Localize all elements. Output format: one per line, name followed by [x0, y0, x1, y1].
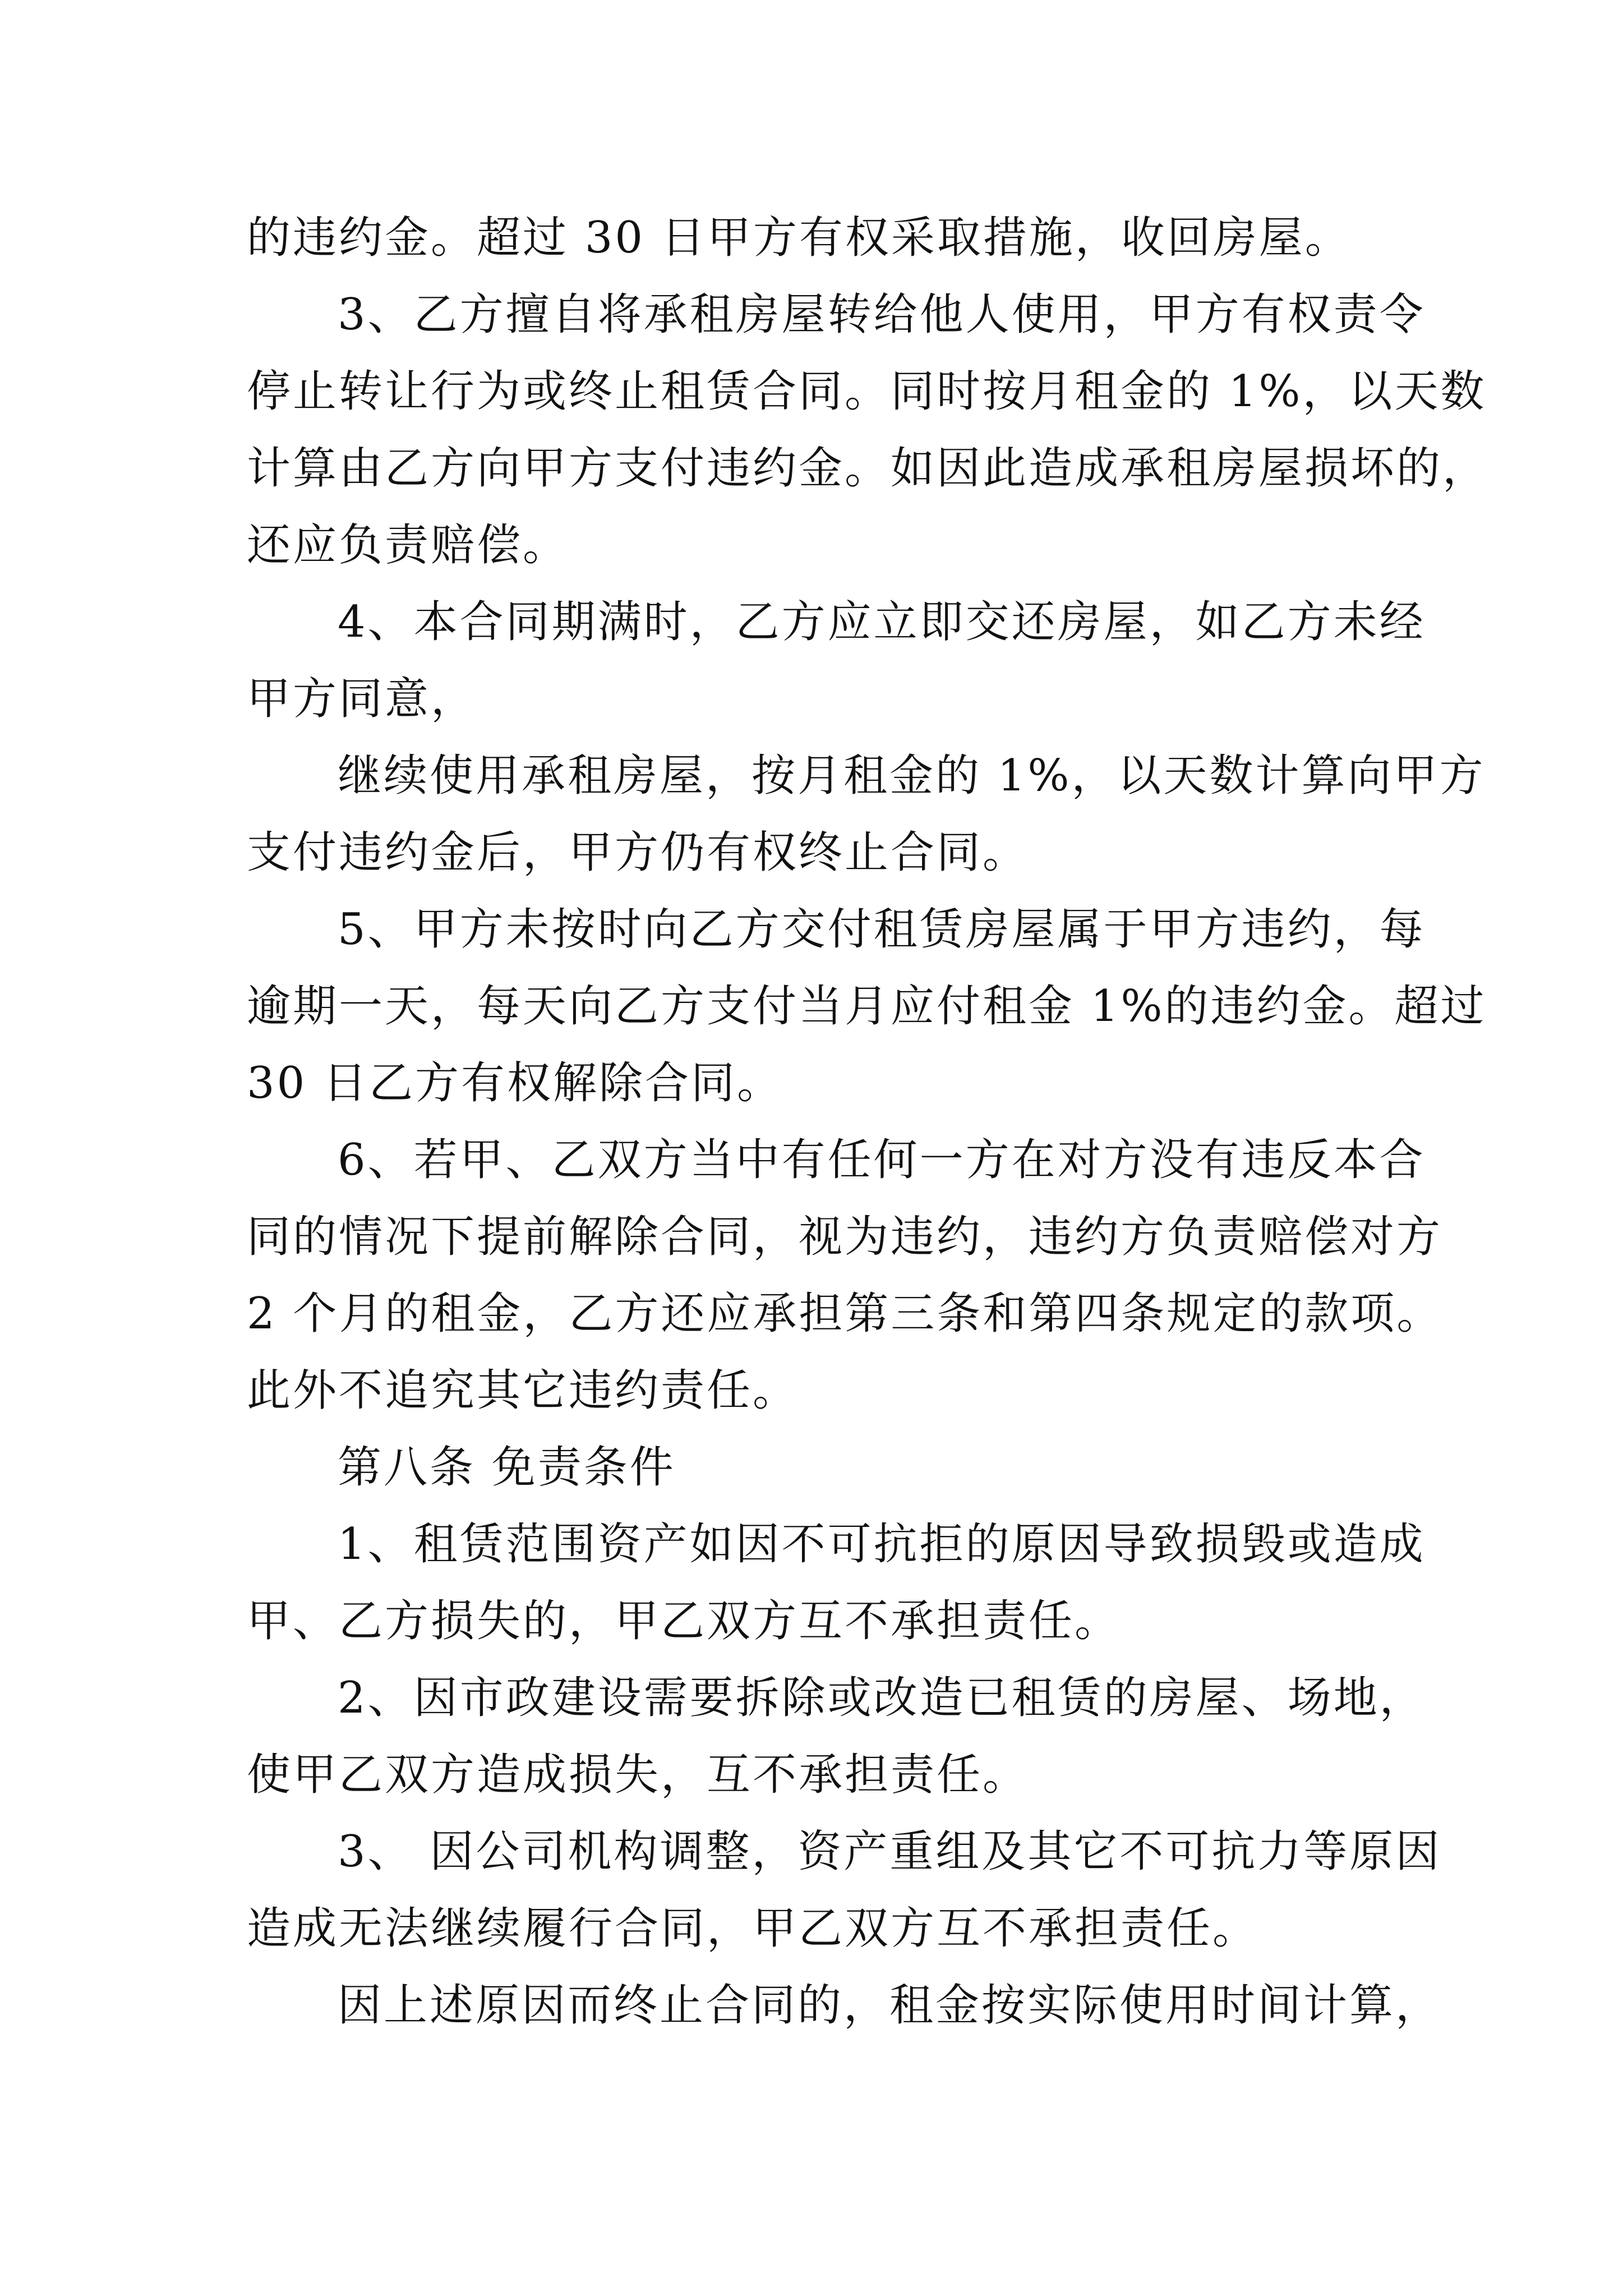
text-line: 5、甲方未按时向乙方交付租赁房屋属于甲方违约，每 — [338, 904, 1426, 955]
text-line: 2 个月的租金，乙方还应承担第三条和第四条规定的款项。 — [247, 1289, 1443, 1339]
text-line: 4、本合同期满时，乙方应立即交还房屋，如乙方未经 — [338, 597, 1426, 647]
text-line: 3、 因公司机构调整，资产重组及其它不可抗力等原因 — [338, 1826, 1442, 1877]
text-line: 停止转让行为或终止租赁合同。同时按月租金的 1%，以天数 — [247, 366, 1487, 417]
text-line: 计算由乙方向甲方支付违约金。如因此造成承租房屋损坏的， — [247, 443, 1489, 494]
text-line: 甲、乙方损失的，甲乙双方互不承担责任。 — [247, 1596, 1121, 1646]
text-line: 继续使用承租房屋，按月租金的 1%，以天数计算向甲方 — [338, 751, 1486, 801]
text-line: 1、租赁范围资产如因不可抗拒的原因导致损毁或造成 — [338, 1519, 1426, 1570]
text-line: 支付违约金后，甲方仍有权终止合同。 — [247, 827, 1029, 878]
contract-body-text — [247, 200, 1489, 2044]
text-line: 造成无法继续履行合同，甲乙双方互不承担责任。 — [247, 1903, 1259, 1954]
text-line: 30 日乙方有权解除合同。 — [247, 1058, 783, 1108]
section-heading: 第八条 免责条件 — [338, 1442, 676, 1493]
text-line: 使甲乙双方造成损失，互不承担责任。 — [247, 1750, 1029, 1800]
text-line: 甲方同意， — [247, 674, 477, 724]
text-line: 因上述原因而终止合同的，租金按实际使用时间计算， — [338, 1980, 1442, 2031]
text-line: 6、若甲、乙双方当中有任何一方在对方没有违反本合 — [338, 1135, 1426, 1185]
text-line: 的违约金。超过 30 日甲方有权采取措施，收回房屋。 — [247, 213, 1351, 263]
text-line: 3、乙方擅自将承租房屋转给他人使用，甲方有权责令 — [338, 289, 1426, 340]
text-line: 此外不追究其它违约责任。 — [247, 1365, 799, 1416]
text-line: 2、因市政建设需要拆除或改造已租赁的房屋、场地， — [338, 1673, 1426, 1723]
text-line: 还应负责赔偿。 — [247, 520, 569, 570]
text-line: 逾期一天，每天向乙方支付当月应付租金 1%的违约金。超过 — [247, 981, 1487, 1032]
text-line: 同的情况下提前解除合同，视为违约，违约方负责赔偿对方 — [247, 1212, 1443, 1262]
